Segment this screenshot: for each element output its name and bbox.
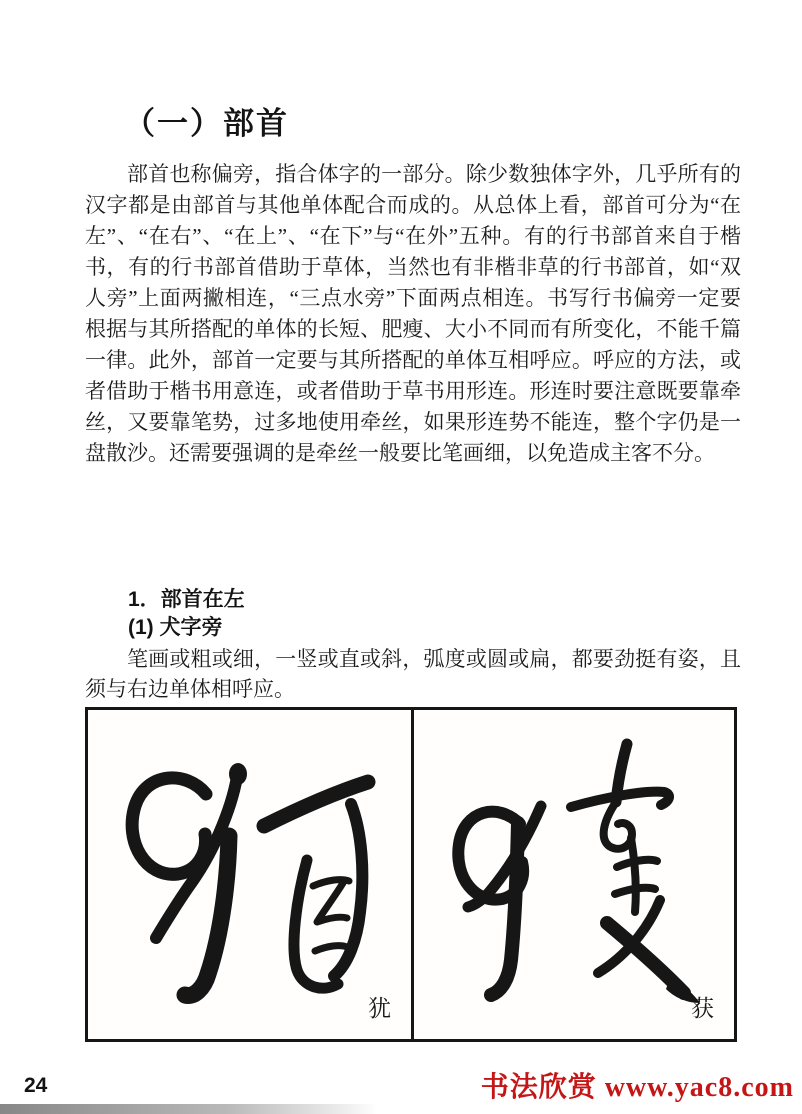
cursive-you-calligraphy-image (88, 710, 411, 1039)
intro-paragraph: 部首也称偏旁，指合体字的一部分。除少数独体字外，几乎所有的汉字都是由部首与其他单体配合而成的。从总体上看，部首可分为“在左”、“在右”、“在上”、“在下”与“在外”五种。有的行书部首来自于楷书，有的行书部首借助于草体，当然也有非楷非草的行书部首，如“双人旁”上面两撇相连，“三点水旁”下面两点相连。书写行书偏旁一定要根据与其所搭配的单体的长短、肥瘦、大小不同而有所变化，不能千篇一律。此外，部首一定要与其所搭配的单体互相呼应。呼应的方法，或者借助于楷书用意连，或者借助于草书用形连。形连时要注意既要靠牵丝，又要靠笔势，过多地使用牵丝，如果形连势不能连，整个字仍是一盘散沙。还需要强调的是牵丝一般要比笔画细，以免造成主客不分。 (85, 162, 741, 465)
watermark-link[interactable]: 书法欣赏 www.yac8.com (480, 1072, 794, 1103)
calligraphy-cell-you (88, 710, 411, 1039)
calligraphy-label-you: 犹 (368, 996, 391, 1021)
calligraphy-figure (85, 707, 737, 1042)
radical-heading: (1) 犬字旁 (128, 616, 223, 639)
radical-note-paragraph: 笔画或粗或细，一竖或直或斜，弧度或圆或扁，都要劲挺有姿，且须与右边单体相呼应。 (85, 647, 741, 701)
subsection-heading: 1．部首在左 (128, 588, 245, 611)
section-heading: （一）部首 (124, 106, 289, 141)
cursive-huo-calligraphy-image (414, 710, 734, 1039)
calligraphy-label-huo: 获 (691, 996, 714, 1021)
calligraphy-cell-huo (411, 710, 734, 1039)
page-number: 24 (24, 1074, 48, 1097)
scan-edge-artifact (0, 1104, 378, 1114)
